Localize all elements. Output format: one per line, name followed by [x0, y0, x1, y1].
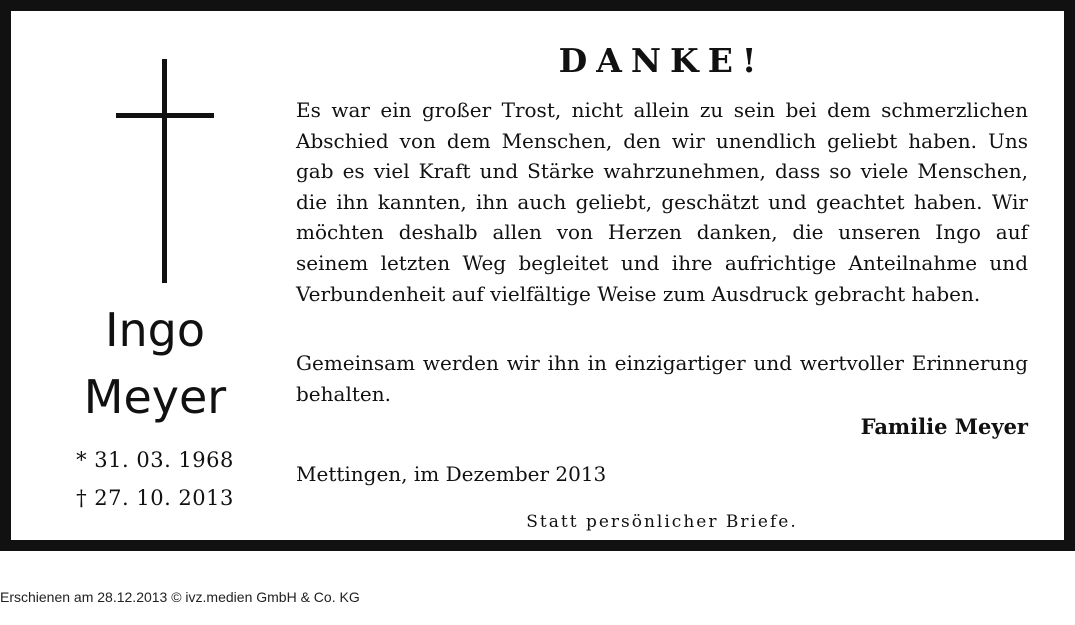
- remembrance-paragraph: Gemeinsam werden wir ihn in einzigartiger und wertvoller Erinnerung behalten.: [296, 351, 1028, 406]
- publication-credit: Erschienen am 28.12.2013 © ivz.medien GmbH & Co. KG: [0, 589, 360, 605]
- deceased-last-name: Meyer: [83, 370, 227, 424]
- cross-icon: [116, 59, 214, 283]
- headline: DANKE!: [558, 41, 766, 80]
- deceased-first-name: Ingo: [104, 303, 206, 357]
- signature: Familie Meyer: [860, 414, 1028, 439]
- cross-vertical-bar: [162, 59, 167, 283]
- cross-horizontal-bar: [116, 113, 214, 118]
- death-date: † 27. 10. 2013: [76, 486, 234, 510]
- place-date: Mettingen, im Dezember 2013: [296, 462, 607, 486]
- thanks-paragraph: Es war ein großer Trost, nicht allein zu sein bei dem schmerzlichen Abschied von dem Menschen, den wir unendlich geliebt haben. Uns gab es viel Kraft und Stärke wahrzunehmen, dass so viele Menschen, die ihn kannten, ihn auch geliebt, geschätzt und geachtet haben. Wir möchten deshalb allen von Herzen danken, die unseren Ingo auf seinem letzten Weg begleitet und ihre aufrichtige Anteilnahme und Verbundenheit auf vielfältige Weise zum Ausdruck gebracht haben.: [296, 98, 1028, 306]
- birth-date: * 31. 03. 1968: [76, 448, 234, 472]
- footer-note: Statt persönlicher Briefe.: [526, 512, 798, 532]
